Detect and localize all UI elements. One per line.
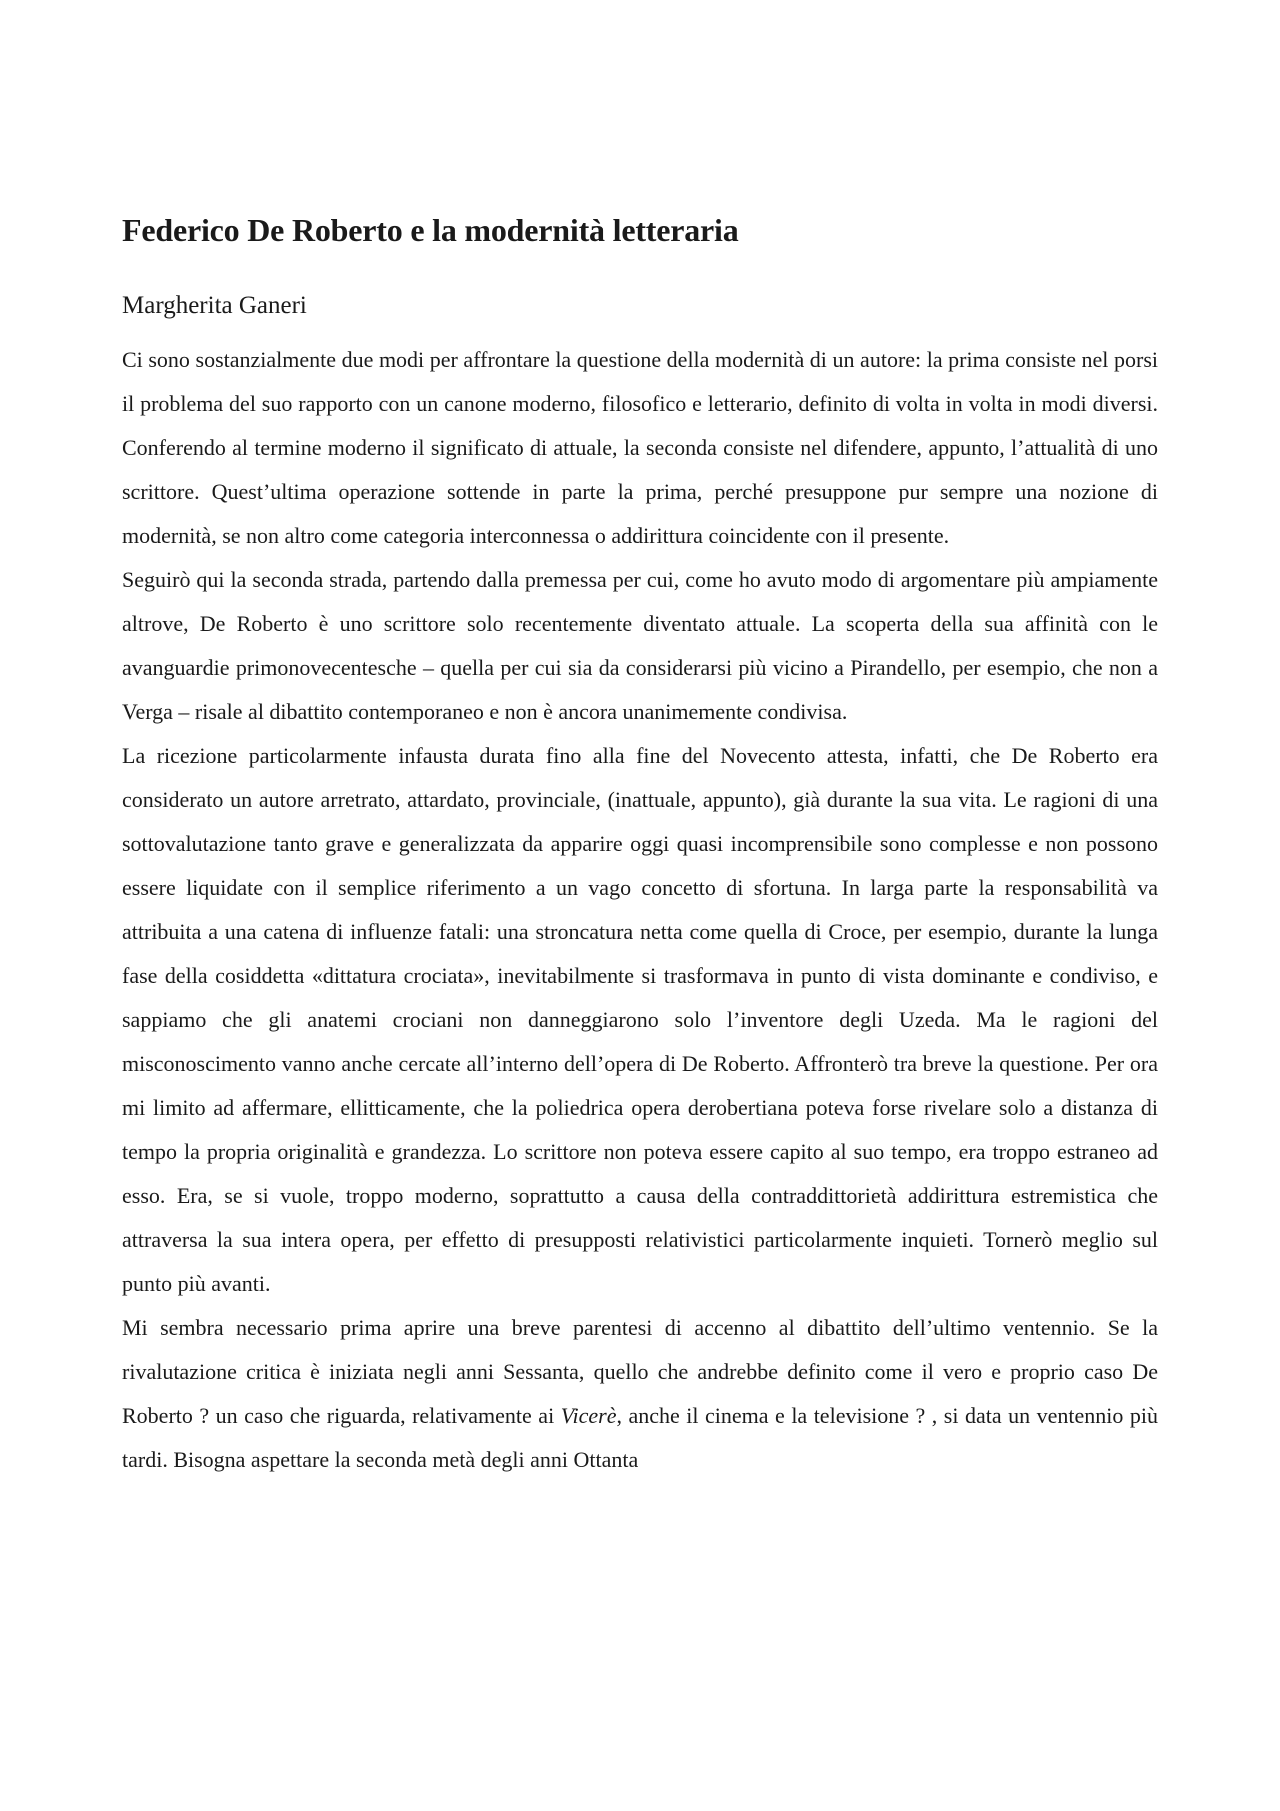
paragraph-4-part-2: , anche il cinema e la televisione ? , si data un ventennio più tardi. Bisogna aspettare la seconda metà degli anni Ottanta (122, 1403, 1158, 1472)
paragraph-4-italic-title: Vicerè (560, 1403, 617, 1428)
document-title: Federico De Roberto e la modernità letteraria (122, 212, 739, 248)
paragraph-2: Seguirò qui la seconda strada, partendo dalla premessa per cui, come ho avuto modo di argomentare più ampiamente altrove, De Roberto è uno scrittore solo recentemente diventato attuale. La scoperta della sua affinità con le avanguardie primonovecentesche – quella per cui sia da considerarsi più vicino a Pirandello, per esempio, che non a Verga – risale al dibattito contemporaneo e non è ancora unanimemente condivisa. (122, 567, 1158, 724)
paragraph-4 (122, 1306, 1158, 1482)
document-author: Margherita Ganeri (122, 292, 307, 319)
paragraph-4-part-1: Mi sembra necessario prima aprire una breve parentesi di accenno al dibattito dell’ultimo ventennio. Se la rivalutazione critica è iniziata negli anni Sessanta, quello che andrebbe definito come il vero e proprio caso De Roberto ? un caso che riguarda, relativamente ai (122, 1315, 1158, 1428)
document-body (122, 338, 1158, 1482)
paragraph-1: Ci sono sostanzialmente due modi per affrontare la questione della modernità di un autore: la prima consiste nel porsi il problema del suo rapporto con un canone moderno, filosofico e letterario, definito di volta in volta in modi diversi. Conferendo al termine moderno il significato di attuale, la seconda consiste nel difendere, appunto, l’attualità di uno scrittore. Quest’ultima operazione sottende in parte la prima, perché presuppone pur sempre una nozione di modernità, se non altro come categoria interconnessa o addirittura coincidente con il presente. (122, 347, 1158, 548)
paragraph-3: La ricezione particolarmente infausta durata fino alla fine del Novecento attesta, infatti, che De Roberto era considerato un autore arretrato, attardato, provinciale, (inattuale, appunto), già durante la sua vita. Le ragioni di una sottovalutazione tanto grave e generalizzata da apparire oggi quasi incomprensibile sono complesse e non possono essere liquidate con il semplice riferimento a un vago concetto di sfortuna. In larga parte la responsabilità va attribuita a una catena di influenze fatali: una stroncatura netta come quella di Croce, per esempio, durante la lunga fase della cosiddetta «dittatura crociata», inevitabilmente si trasformava in punto di vista dominante e condiviso, e sappiamo che gli anatemi crociani non danneggiarono solo l’inventore degli Uzeda. Ma le ragioni del misconoscimento vanno anche cercate all’interno dell’opera di De Roberto. Affronterò tra breve la questione. Per ora mi limito ad affermare, ellitticamente, che la poliedrica opera derobertiana poteva forse rivelare solo a distanza di tempo la propria originalità e grandezza. Lo scrittore non poteva essere capito al suo tempo, era troppo estraneo ad esso. Era, se si vuole, troppo moderno, soprattutto a causa della contraddittorietà addirittura estremistica che attraversa la sua intera opera, per effetto di presupposti relativistici particolarmente inquieti. Tornerò meglio sul punto più avanti. (122, 743, 1158, 1296)
document-content (122, 210, 1158, 1482)
